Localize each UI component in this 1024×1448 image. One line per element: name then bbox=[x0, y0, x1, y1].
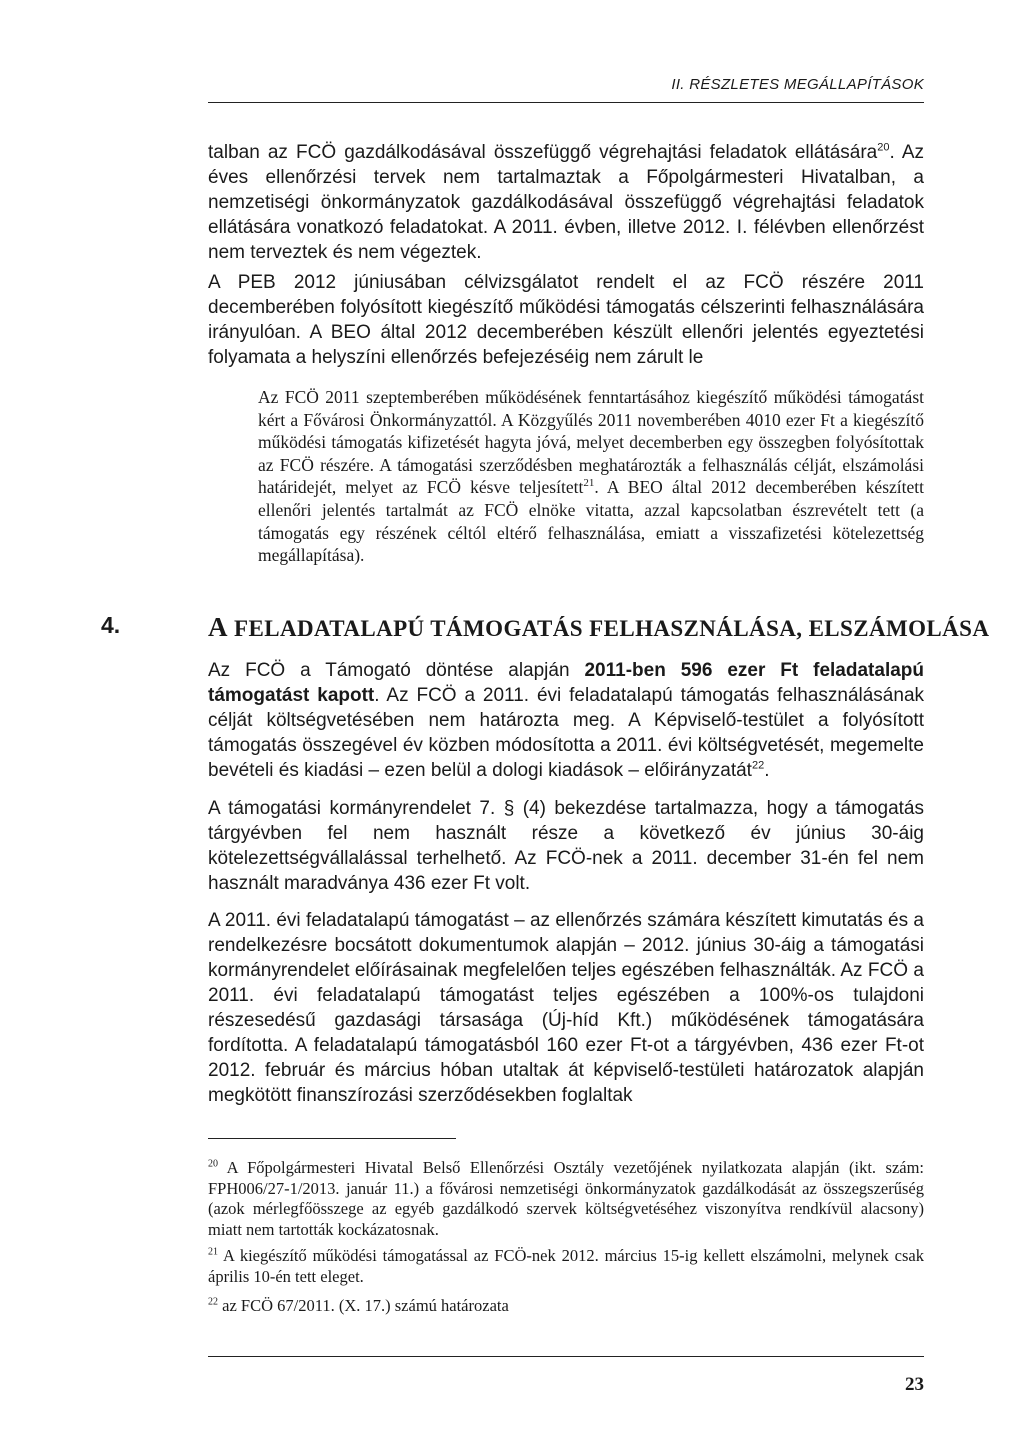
header-rule bbox=[208, 102, 924, 103]
paragraph-4: A támogatási kormányrendelet 7. § (4) bekezdése tartalmazza, hogy a támogatás tárgyévben fel nem használt része a következő év június 30-áig kötelezettségvállalással terhelhető. Az FCÖ-nek a 2011. december 31-én fel nem használt maradványa 436 ezer Ft volt. bbox=[208, 798, 924, 894]
footnote-ref-22[interactable]: 22 bbox=[751, 759, 765, 772]
paragraph-3-text: Az FCÖ a Támogató döntése alapján bbox=[208, 660, 585, 681]
paragraph-5: A 2011. évi feladatalapú támogatást – az ellenőrzés számára készített kimutatás és a rendelkezésre bocsátott dokumentumok alapján – 2012. június 30-áig a támogatási kormányrendelet előírásainak megfelelően teljes egészében felhasználták. Az FCÖ a 2011. évi feladatalapú támogatást teljes egészében a 100%-os tulajdoni részesedésű gazdasági társasága (Új-híd Kft.) működésének támogatására fordította. A feladatalapú támogatásból 160 ezer Ft-ot a tárgyévben, 436 ezer Ft-ot 2012. február és március hóban utaltak át képviselő-testületi határozatok alapján megkötött finanszírozási szerződésekben foglaltak bbox=[208, 910, 924, 1106]
footnote-22 bbox=[208, 1296, 924, 1317]
paragraph-3 bbox=[208, 658, 924, 783]
quote-block bbox=[258, 386, 924, 567]
footnote-text: A Főpolgármesteri Hivatal Belső Ellenőrzési Osztály vezetőjének nyilatkozata alapján (ikt. szám: FPH006/27-1/2013. január 11.) a fővárosi nemzetiségi önkormányzatok gazdálkodását az összegszerűség (azok mérlegfőösszege az egyéb gazdálkodó szervek költségvetéséhez viszonyítva rendkívül alacsony) miatt nem tartották kockázatosnak. bbox=[208, 1158, 925, 1239]
page-number: 23 bbox=[905, 1374, 924, 1395]
paragraph-1-text: talban az FCÖ gazdálkodásával összefüggő végrehajtási feladatok ellátására bbox=[208, 142, 878, 163]
footnote-number: 22 bbox=[208, 1296, 218, 1308]
running-header: II. RÉSZLETES MEGÁLLAPÍTÁSOK bbox=[671, 76, 924, 93]
quote-text-cont: . A BEO által 2012 decemberében készített ellenőri jelentés tartalmát az FCÖ elnöke vitatta, azzal kapcsolatban észrevételt tett (a támogatás egy részének céltól eltérő felhasználása, emiatt a visszafizetési kötelezettség megállapítása). bbox=[258, 477, 924, 566]
section-title bbox=[208, 612, 989, 643]
footnote-21 bbox=[208, 1246, 924, 1287]
footnote-number: 21 bbox=[208, 1246, 218, 1258]
footnote-20 bbox=[208, 1158, 924, 1240]
footnote-ref-20[interactable]: 20 bbox=[877, 141, 890, 154]
footnote-separator bbox=[208, 1138, 456, 1139]
paragraph-3-end: . bbox=[764, 760, 770, 781]
paragraph-1-text-cont: . Az éves ellenőrzési tervek nem tartalmaztak a Főpolgármesteri Hivatalban, a nemzetiségi önkormányzatok gazdálkodásával összefüggő végrehajtási feladatok ellátására vonatkozó feladatokat. A 2011. évben, illetve 2012. I. félévben ellenőrzést nem terveztek és nem végeztek. bbox=[208, 142, 924, 263]
section-title-rest: FELADATALAPÚ TÁMOGATÁS FELHASZNÁLÁSA, ELSZÁMOLÁSA bbox=[227, 616, 990, 641]
footnote-number: 20 bbox=[208, 1158, 218, 1170]
footer-rule bbox=[208, 1356, 924, 1357]
section-title-initial: A bbox=[208, 612, 228, 642]
paragraph-3-bold: 2011-ben 596 ezer Ft feladatalapú támogatást kapott bbox=[208, 660, 924, 706]
paragraph-2: A PEB 2012 júniusában célvizsgálatot rendelt el az FCÖ részére 2011 decemberében folyósított kiegészítő működési támogatás célszerinti felhasználására irányulóan. A BEO által 2012 decemberében készült ellenőri jelentés egyeztetési folyamata a helyszíni ellenőrzés befejezéséig nem zárult le bbox=[208, 272, 924, 368]
footnote-text: az FCÖ 67/2011. (X. 17.) számú határozata bbox=[222, 1296, 509, 1315]
section-number: 4. bbox=[101, 612, 121, 638]
footnote-ref-21[interactable]: 21 bbox=[583, 477, 595, 490]
footnote-text: A kiegészítő működési támogatással az FCÖ-nek 2012. március 15-ig kellett elszámolni, melynek csak április 10-én tett eleget. bbox=[208, 1246, 924, 1286]
quote-text: Az FCÖ 2011 szeptemberében működésének fenntartásához kiegészítő működési támogatást kért a Fővárosi Önkormányzattól. A Közgyűlés 2011 novemberében 4010 ezer Ft a kiegészítő működési támogatás kifizetését hagyta jóvá, melyet decemberben egy összegben folyósítottak az FCÖ részére. A támogatási szerződésben meghatározták a felhasználás célját, elszámolási határidejét, melyet az FCÖ késve teljesített bbox=[258, 387, 924, 498]
paragraph-3-text-cont: . Az FCÖ a 2011. évi feladatalapú támogatás felhasználásának célját költségvetésében nem határozta meg. A Képviselő-testület a folyósított támogatás összegével év közben módosította a 2011. évi költségvetését, megemelte bevételi és kiadási – ezen belül a dologi kiadások – előirányzatát bbox=[208, 685, 925, 781]
paragraph-1 bbox=[208, 140, 924, 265]
